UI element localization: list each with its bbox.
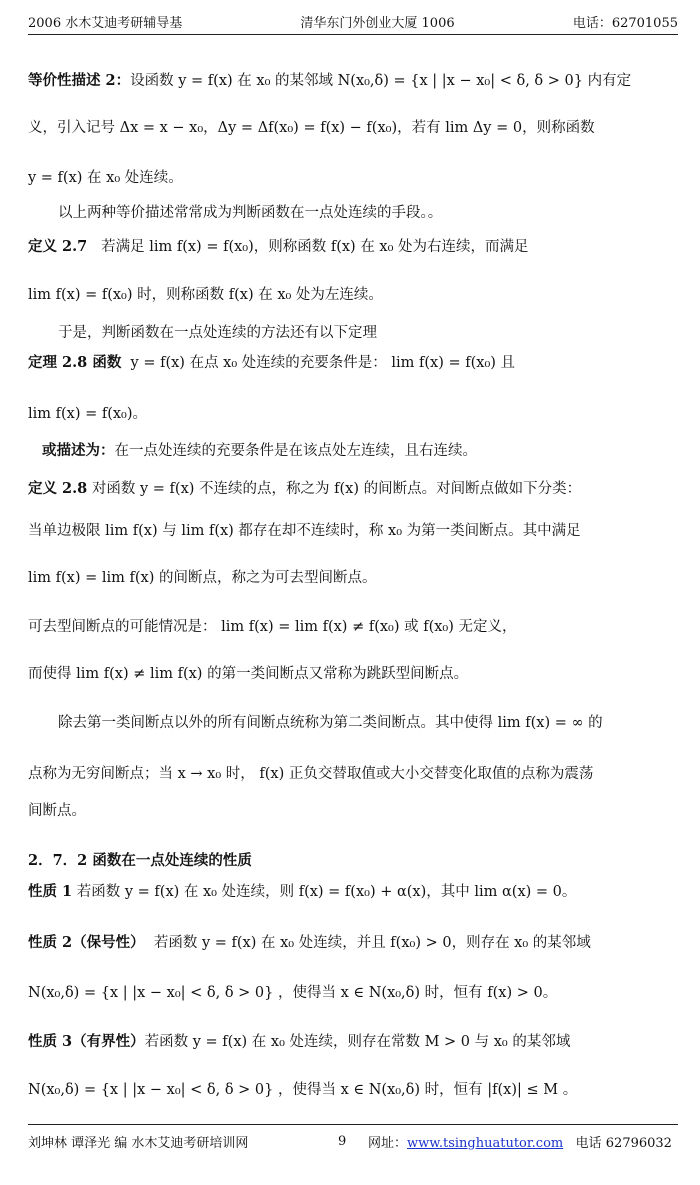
- text-line: 定理 2.8 函数 y = f(x) 在点 x₀ 处连续的充要条件是： lim f(x) = f(x₀) 且: [28, 354, 516, 371]
- text-line: lim f(x) = lim f(x) 的间断点，称之为可去型间断点。: [28, 570, 377, 586]
- footer-rule: [28, 1124, 678, 1125]
- section-heading: 2．7．2 函数在一点处连续的性质: [28, 852, 252, 869]
- header-center: 清华东门外创业大厦 1006: [300, 15, 455, 31]
- page-footer: [28, 1130, 678, 1152]
- page-header: [28, 10, 678, 32]
- site-link[interactable]: www.tsinghuatutor.com: [407, 1135, 564, 1151]
- text-line: 除去第一类间断点以外的所有间断点统称为第二类间断点。其中使得 lim f(x) = ∞ 的: [58, 715, 603, 731]
- text-line: 性质 3（有界性）若函数 y = f(x) 在 x₀ 处连续，则存在常数 M > 0 与 x₀ 的某邻域: [28, 1033, 571, 1050]
- footer-site: 网址：www.tsinghuatutor.com 电话 62796032: [368, 1135, 672, 1151]
- page-number: 9: [338, 1133, 347, 1149]
- text-line: N(x₀,δ) = {x | |x − x₀| < δ, δ > 0} ，使得当 x ∈ N(x₀,δ) 时，恒有 |f(x)| ≤ M 。: [28, 1082, 578, 1098]
- text-line: 性质 2（保号性） 若函数 y = f(x) 在 x₀ 处连续，并且 f(x₀) > 0，则存在 x₀ 的某邻域: [28, 934, 591, 951]
- text-line: lim f(x) = f(x₀)。: [28, 406, 148, 422]
- text-line: lim f(x) = f(x₀) 时，则称函数 f(x) 在 x₀ 处为左连续。: [28, 287, 383, 303]
- text-line: y = f(x) 在 x₀ 处连续。: [28, 170, 183, 186]
- text-line: 义，引入记号 Δx = x − x₀，Δy = Δf(x₀) = f(x) − f(x₀)，若有 lim Δy = 0，则称函数: [28, 120, 595, 136]
- header-right: 电话：62701055: [572, 15, 678, 31]
- header-left: 2006 水木艾迪考研辅导基: [28, 15, 183, 31]
- header-rule: [28, 34, 678, 35]
- text-line: 等价性描述 2：设函数 y = f(x) 在 x₀ 的某邻域 N(x₀,δ) = {x | |x − x₀| < δ, δ > 0} 内有定: [28, 72, 632, 89]
- text-line: 间断点。: [28, 803, 86, 819]
- text-line: 可去型间断点的可能情况是： lim f(x) = lim f(x) ≠ f(x₀) 或 f(x₀) 无定义，: [28, 619, 517, 635]
- text-line: 点称为无穷间断点；当 x → x₀ 时， f(x) 正负交替取值或大小交替变化取值的点称为震荡: [28, 766, 594, 782]
- text-line: 以上两种等价描述常常成为判断函数在一点处连续的手段。。: [58, 205, 443, 221]
- text-line: 而使得 lim f(x) ≠ lim f(x) 的第一类间断点又常称为跳跃型间断点。: [28, 666, 469, 682]
- text-line: 定义 2.8 对函数 y = f(x) 不连续的点，称之为 f(x) 的间断点。对间断点做如下分类：: [28, 480, 582, 497]
- text-line: 或描述为：在一点处连续的充要条件是在该点处左连续，且右连续。: [42, 442, 477, 459]
- footer-author: 刘坤林 谭泽光 编 水木艾迪考研培训网: [28, 1135, 249, 1151]
- text-line: 当单边极限 lim f(x) 与 lim f(x) 都存在却不连续时，称 x₀ 为第一类间断点。其中满足: [28, 523, 581, 539]
- text-line: 性质 1 若函数 y = f(x) 在 x₀ 处连续，则 f(x) = f(x₀) + α(x)，其中 lim α(x) = 0。: [28, 883, 577, 900]
- text-line: 定义 2.7 若满足 lim f(x) = f(x₀)，则称函数 f(x) 在 x₀ 处为右连续，而满足: [28, 238, 529, 255]
- text-line: 于是，判断函数在一点处连续的方法还有以下定理: [58, 325, 377, 341]
- text-line: N(x₀,δ) = {x | |x − x₀| < δ, δ > 0} ，使得当 x ∈ N(x₀,δ) 时，恒有 f(x) > 0。: [28, 985, 558, 1001]
